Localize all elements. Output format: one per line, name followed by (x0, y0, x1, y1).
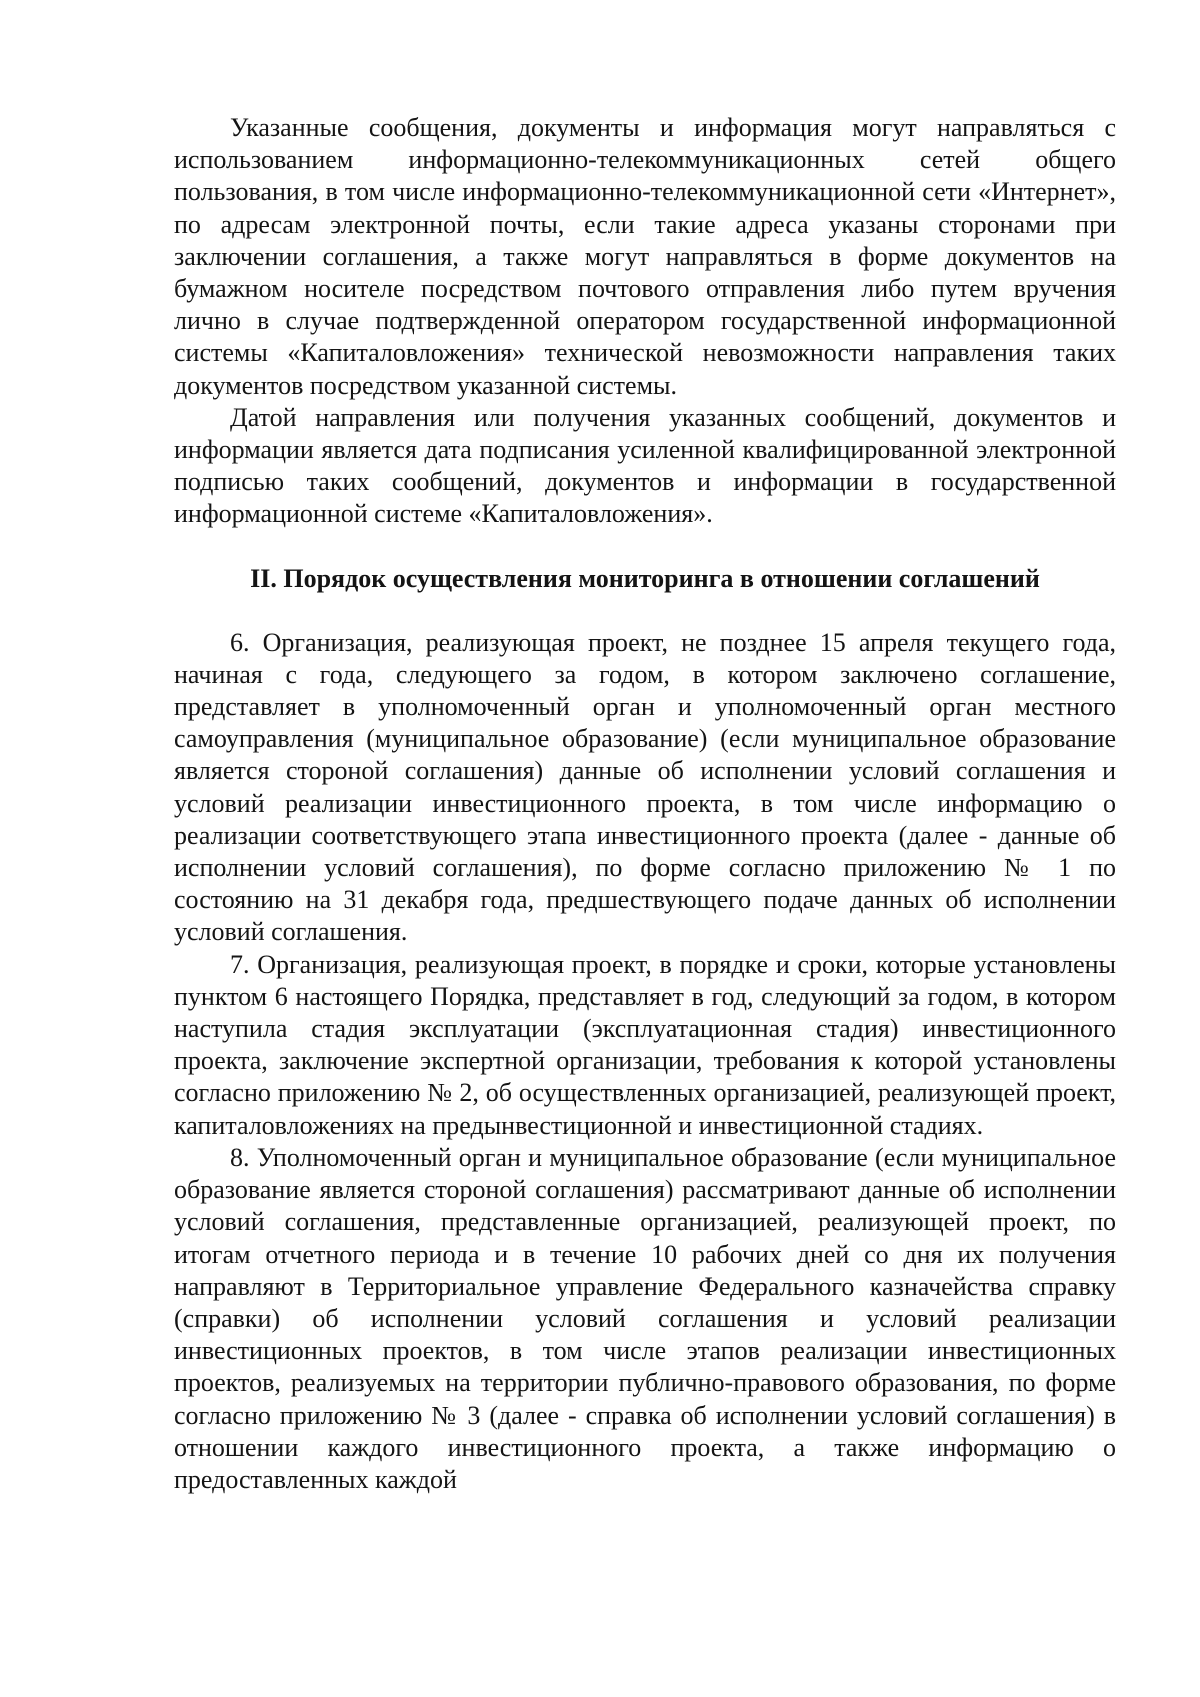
paragraph-item-6: 6. Организация, реализующая проект, не позднее 15 апреля текущего года, начиная с года, следующего за годом, в котором заключено соглашение, представляет в уполномоченный орган и уполномоченный орган местного самоуправления (муниципальное образование) (если муниципальное образование является стороной соглашения) данные об исполнении условий соглашения и условий реализации инвестиционного проекта, в том числе информацию о реализации соответствующего этапа инвестиционного проекта (далее - данные об исполнении условий соглашения), по форме согласно приложению № 1 по состоянию на 31 декабря года, предшествующего подаче данных об исполнении условий соглашения. (174, 627, 1116, 947)
paragraph-intro-2: Датой направления или получения указанных сообщений, документов и информации является дата подписания усиленной квалифицированной электронной подписью таких сообщений, документов и информации в государственной информационной системе «Капиталовложения». (174, 402, 1116, 529)
section-heading: II. Порядок осуществления мониторинга в отношении соглашений (250, 563, 1040, 593)
paragraph-item-8: 8. Уполномоченный орган и муниципальное образование (если муниципальное образование является стороной соглашения) рассматривают данные об исполнении условий соглашения, представленные организацией, реализующей проект, по итогам отчетного периода и в течение 10 рабочих дней со дня их получения направляют в Территориальное управление Федерального казначейства справку (справки) об исполнении условий соглашения и условий реализации инвестиционных проектов, в том числе этапов реализации инвестиционных проектов, реализуемых на территории публично-правового образования, по форме согласно приложению № 3 (далее - справка об исполнении условий соглашения) в отношении каждого инвестиционного проекта, а также информацию о предоставленных каждой (174, 1142, 1116, 1494)
document-page (174, 112, 1116, 1496)
paragraph-item-7: 7. Организация, реализующая проект, в порядке и сроки, которые установлены пунктом 6 настоящего Порядка, представляет в год, следующий за годом, в котором наступила стадия эксплуатации (эксплуатационная стадия) инвестиционного проекта, заключение экспертной организации, требования к которой установлены согласно приложению № 2, об осуществленных организацией, реализующей проект, капиталовложениях на предынвестиционной и инвестиционной стадиях. (174, 949, 1116, 1140)
paragraph-intro-1: Указанные сообщения, документы и информация могут направляться с использованием информационно-телекоммуникационных сетей общего пользования, в том числе информационно-телекоммуникационной сети «Интернет», по адресам электронной почты, если такие адреса указаны сторонами при заключении соглашения, а также могут направляться в форме документов на бумажном носителе посредством почтового отправления либо путем вручения лично в случае подтвержденной оператором государственной информационной системы «Капиталовложения» технической невозможности направления таких документов посредством указанной системы. (174, 113, 1116, 400)
